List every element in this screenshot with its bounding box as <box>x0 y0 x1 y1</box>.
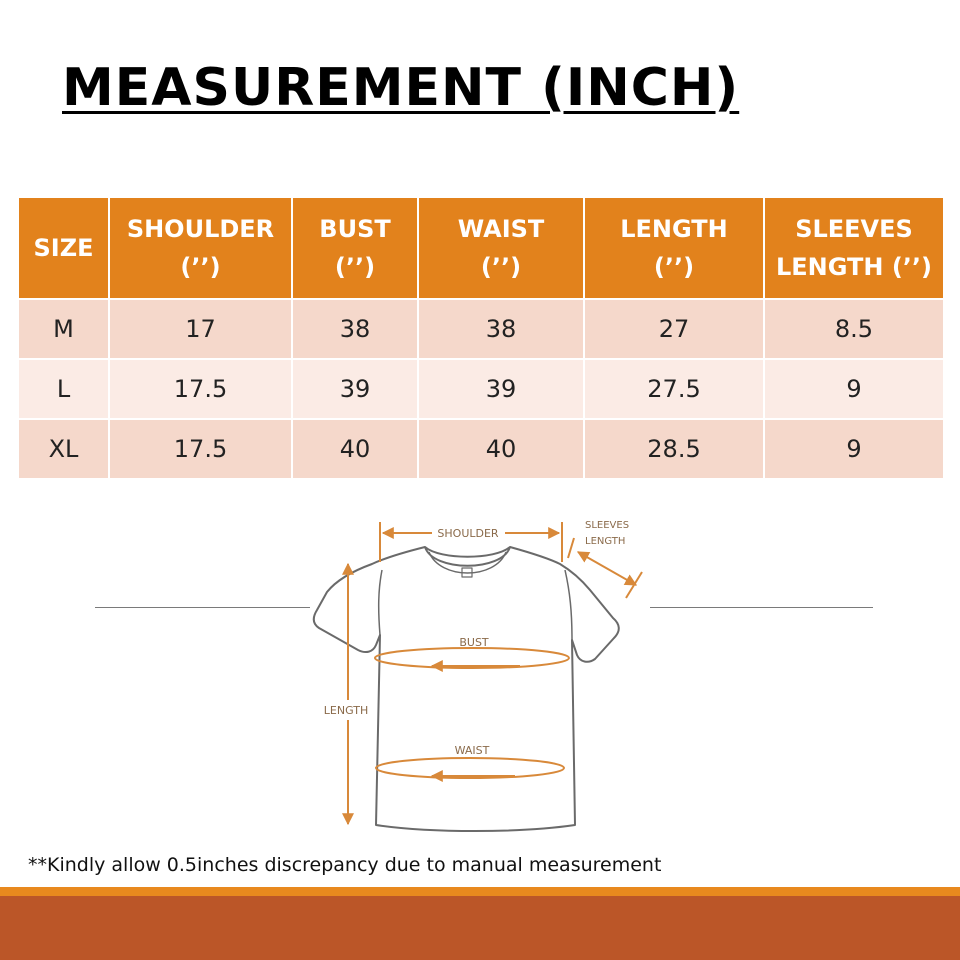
cell-sleeves-length: 9 <box>764 419 944 479</box>
header-length: LENGTH (’’) <box>584 197 764 299</box>
tshirt-outline <box>314 547 619 831</box>
sleeves-label-line2: LENGTH <box>585 536 626 547</box>
tshirt-illustration <box>0 500 960 840</box>
cell-waist: 38 <box>418 299 584 359</box>
cell-size: L <box>18 359 109 419</box>
length-label: LENGTH <box>323 704 369 717</box>
tshirt-measurement-diagram <box>0 500 960 840</box>
shoulder-label: SHOULDER <box>437 527 499 540</box>
table-row <box>18 359 944 419</box>
cell-bust: 38 <box>292 299 418 359</box>
table-header-row <box>18 197 944 299</box>
page-title: MEASUREMENT (INCH) <box>62 58 740 118</box>
cell-length: 28.5 <box>584 419 764 479</box>
header-bust: BUST (’’) <box>292 197 418 299</box>
waist-label: WAIST <box>454 744 490 757</box>
discrepancy-note: **Kindly allow 0.5inches discrepancy due to manual measurement <box>28 854 662 876</box>
footer-accent-strip <box>0 887 960 896</box>
bust-label: BUST <box>459 636 489 649</box>
cell-waist: 40 <box>418 419 584 479</box>
cell-shoulder: 17.5 <box>109 359 292 419</box>
table-row <box>18 419 944 479</box>
size-chart-table <box>17 196 945 480</box>
cell-sleeves-length: 8.5 <box>764 299 944 359</box>
cell-size: M <box>18 299 109 359</box>
cell-bust: 39 <box>292 359 418 419</box>
cell-size: XL <box>18 419 109 479</box>
footer-bar <box>0 896 960 960</box>
cell-length: 27.5 <box>584 359 764 419</box>
cell-bust: 40 <box>292 419 418 479</box>
cell-waist: 39 <box>418 359 584 419</box>
cell-shoulder: 17 <box>109 299 292 359</box>
header-size: SIZE <box>18 197 109 299</box>
cell-length: 27 <box>584 299 764 359</box>
header-shoulder: SHOULDER (’’) <box>109 197 292 299</box>
sleeves-label-line1: SLEEVES <box>585 520 630 531</box>
table-row <box>18 299 944 359</box>
cell-sleeves-length: 9 <box>764 359 944 419</box>
header-waist: WAIST (’’) <box>418 197 584 299</box>
header-sleeves-length: SLEEVES LENGTH (’’) <box>764 197 944 299</box>
cell-shoulder: 17.5 <box>109 419 292 479</box>
